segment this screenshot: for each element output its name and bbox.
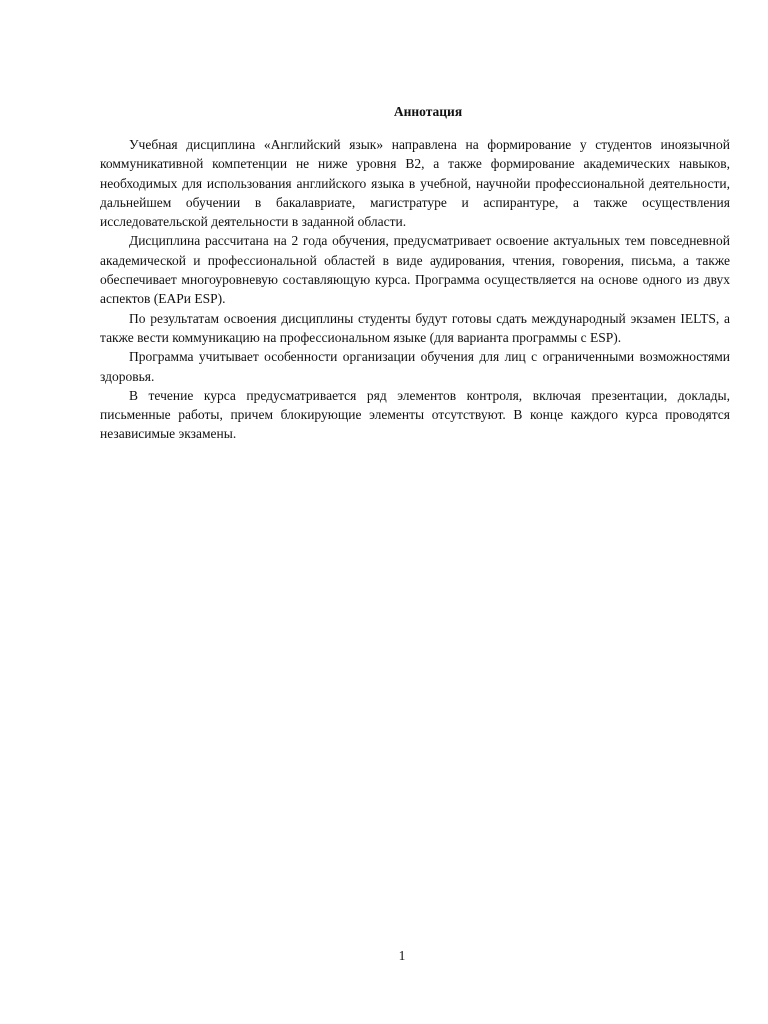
document-title: Аннотация bbox=[393, 104, 463, 119]
document-body bbox=[100, 135, 730, 444]
paragraph-course-goals: Учебная дисциплина «Английский язык» направлена на формирование у студентов иноязычной коммуникативной компетенции не ниже уровня B2, а также формирование академических навыков, необходимых для использования английского языка в учебной, научнойи профессиональной деятельности, дальнейшем обучении в бакалавриате, магистратуре и аспирантуре, а также осуществления исследовательской деятельности в заданной области. bbox=[100, 137, 730, 230]
paragraph-assessment: В течение курса предусматривается ряд элементов контроля, включая презентации, доклады, письменные работы, причем блокирующие элементы отсутствуют. В конце каждого курса проводятся независимые экзамены. bbox=[100, 387, 730, 442]
paragraph-learning-outcomes: По результатам освоения дисциплины студенты будут готовы сдать международный экзамен IELTS, а также вести коммуникацию на профессиональном языке (для варианта программы с ESP). bbox=[100, 310, 730, 345]
paragraph-accessibility: Программа учитывает особенности организации обучения для лиц с ограниченными возможностями здоровья. bbox=[100, 349, 730, 384]
page-number: 1 bbox=[398, 948, 406, 963]
paragraph-course-duration: Дисциплина рассчитана на 2 года обучения, предусматривает освоение актуальных тем повседневной академической и профессиональной областей в виде аудирования, чтения, говорения, письма, а также обеспечивает многоуровневую составляющую курса. Программа осуществляется на основе одного из двух аспектов (EAPи ESP). bbox=[100, 233, 730, 307]
